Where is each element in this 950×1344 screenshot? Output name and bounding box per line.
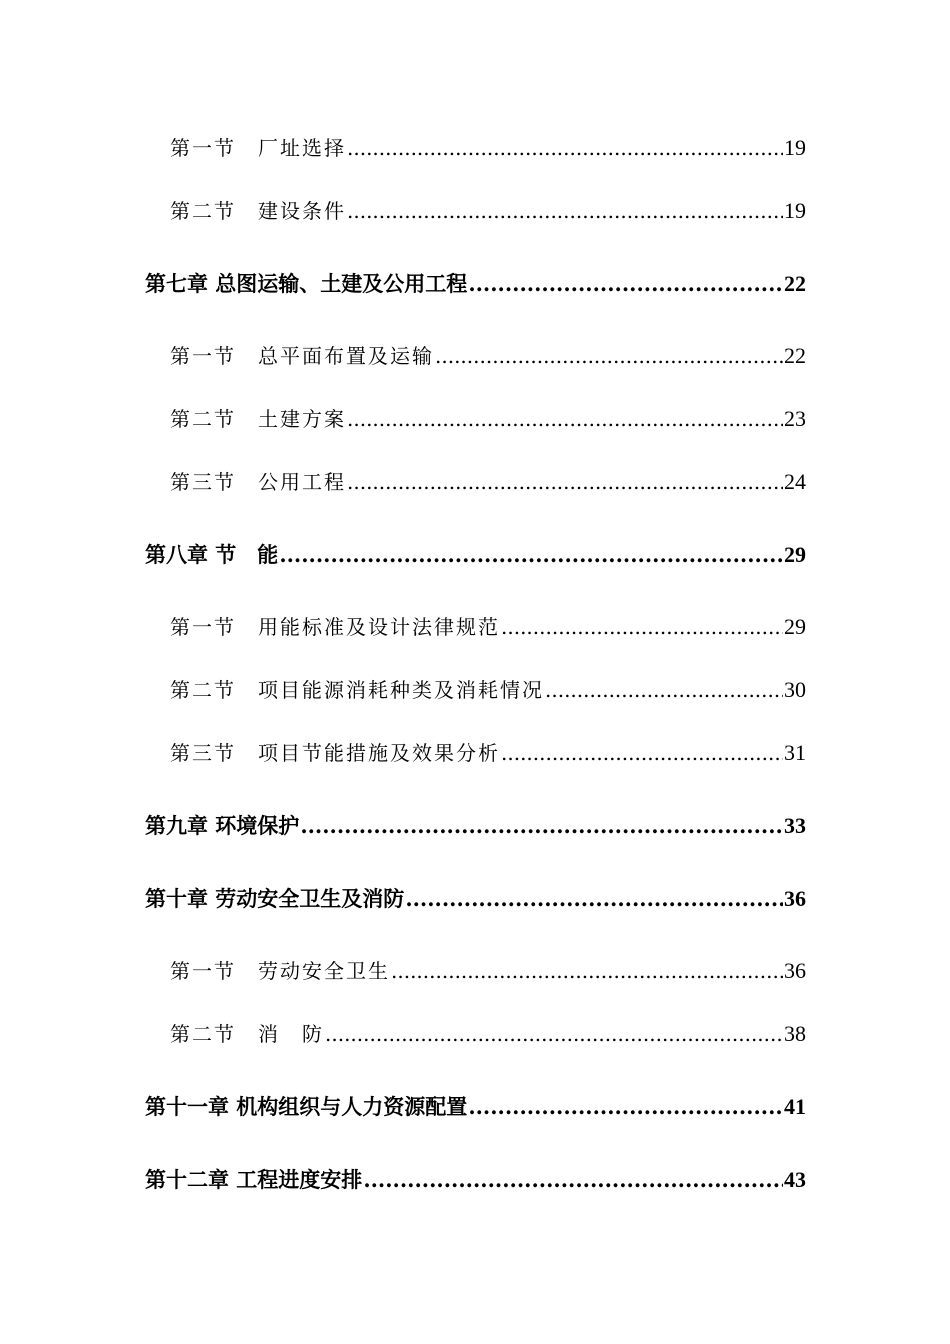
dot-leader	[468, 1093, 783, 1121]
toc-entry-page: 31	[784, 740, 806, 765]
toc-entry-label: 第十章 劳动安全卫生及消防	[145, 886, 405, 911]
toc-entry-label: 第八章 节 能	[145, 542, 279, 567]
dot-leader	[347, 468, 783, 496]
toc-entry-page: 43	[784, 1167, 806, 1192]
toc-entry-page: 19	[784, 198, 806, 223]
toc-entry-label: 第一节 厂址选择	[170, 136, 346, 160]
toc-entry-section[interactable]	[170, 613, 806, 643]
dot-leader	[347, 405, 783, 433]
toc-entry-section[interactable]	[170, 197, 806, 227]
dot-leader	[363, 1166, 783, 1194]
toc-entry-label: 第二节 土建方案	[170, 407, 346, 431]
dot-leader	[435, 342, 783, 370]
toc-entry-section[interactable]	[170, 134, 806, 164]
toc-entry-page: 30	[784, 677, 806, 702]
dot-leader	[468, 270, 783, 298]
toc-entry-page: 36	[784, 958, 806, 983]
toc-entry-label: 第九章 环境保护	[145, 813, 300, 838]
toc-entry-label: 第十二章 工程进度安排	[145, 1167, 363, 1192]
toc-entry-page: 38	[784, 1021, 806, 1046]
toc-entry-section[interactable]	[170, 1020, 806, 1050]
toc-entry-section[interactable]	[170, 739, 806, 769]
toc-entry-chapter[interactable]	[145, 1093, 806, 1123]
toc-entry-label: 第一节 总平面布置及运输	[170, 344, 434, 368]
dot-leader	[391, 957, 783, 985]
toc-entry-section[interactable]	[170, 468, 806, 498]
dot-leader	[545, 676, 783, 704]
toc-entry-page: 29	[784, 614, 806, 639]
toc-entry-label: 第三节 公用工程	[170, 470, 346, 494]
toc-entry-chapter[interactable]	[145, 885, 806, 915]
toc-entry-chapter[interactable]	[145, 812, 806, 842]
toc-entry-page: 36	[784, 886, 806, 911]
toc-entry-page: 19	[784, 135, 806, 160]
toc-entry-page: 29	[784, 542, 806, 567]
toc-entry-page: 41	[784, 1094, 806, 1119]
toc-entry-page: 22	[784, 271, 806, 296]
toc-entry-label: 第十一章 机构组织与人力资源配置	[145, 1094, 468, 1119]
toc-entry-label: 第七章 总图运输、土建及公用工程	[145, 271, 468, 296]
dot-leader	[501, 613, 783, 641]
dot-leader	[347, 134, 783, 162]
dot-leader	[405, 885, 783, 913]
dot-leader	[347, 197, 783, 225]
toc-entry-label: 第二节 消 防	[170, 1022, 324, 1046]
dot-leader	[279, 541, 783, 569]
toc-entry-page: 22	[784, 343, 806, 368]
dot-leader	[501, 739, 783, 767]
dot-leader	[300, 812, 783, 840]
dot-leader	[325, 1020, 783, 1048]
toc-entry-section[interactable]	[170, 676, 806, 706]
toc-entry-chapter[interactable]	[145, 1166, 806, 1196]
toc-entry-label: 第一节 劳动安全卫生	[170, 959, 390, 983]
toc-entry-section[interactable]	[170, 957, 806, 987]
toc-entry-section[interactable]	[170, 342, 806, 372]
toc-entry-label: 第二节 建设条件	[170, 199, 346, 223]
toc-entry-section[interactable]	[170, 405, 806, 435]
toc-entry-label: 第三节 项目节能措施及效果分析	[170, 741, 500, 765]
toc-entry-label: 第二节 项目能源消耗种类及消耗情况	[170, 678, 544, 702]
toc-entry-page: 23	[784, 406, 806, 431]
toc-entry-label: 第一节 用能标准及设计法律规范	[170, 615, 500, 639]
toc-entry-page: 24	[784, 469, 806, 494]
toc-entry-page: 33	[784, 813, 806, 838]
toc-entry-chapter[interactable]	[145, 541, 806, 571]
toc-entry-chapter[interactable]	[145, 270, 806, 300]
